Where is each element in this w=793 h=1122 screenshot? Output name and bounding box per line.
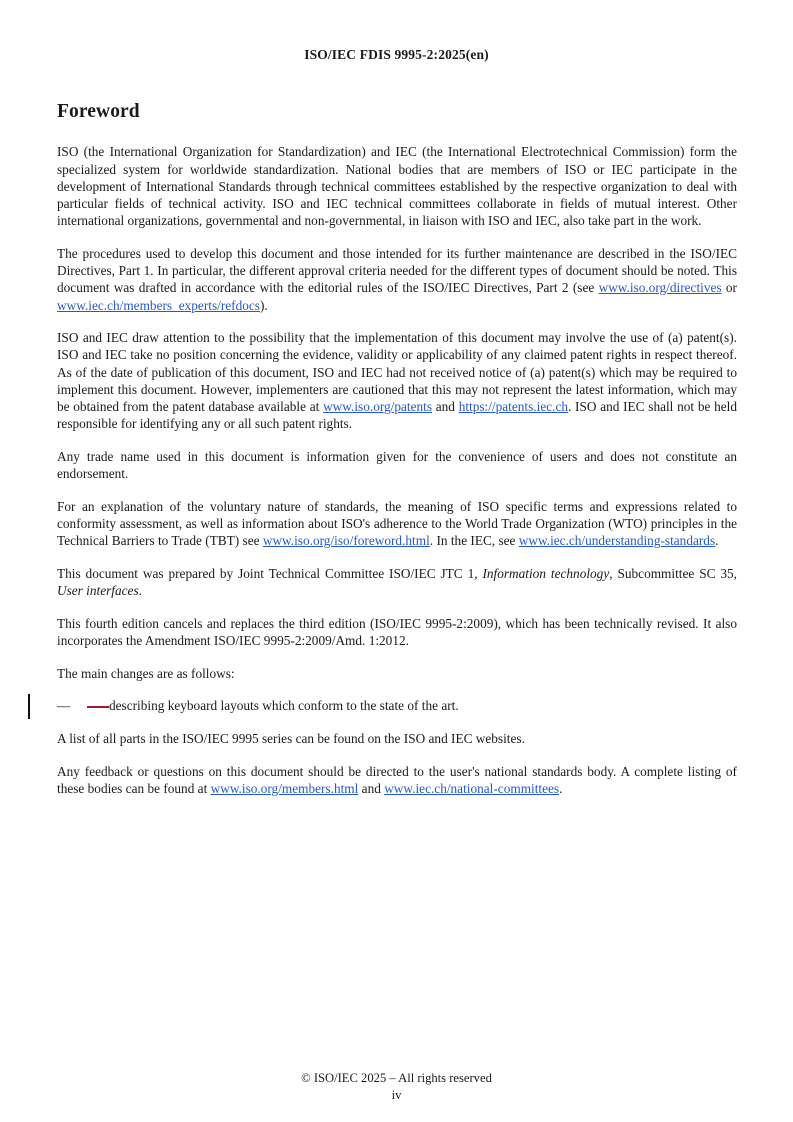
foreword-section — [57, 100, 737, 797]
paragraph-wto-tbt — [57, 498, 737, 550]
copyright-notice: © ISO/IEC 2025 – All rights reserved — [301, 1071, 492, 1085]
paragraph-patents-text-lead: ISO and IEC draw attention to the possibility that the implementation of this document may involve the use of (a) patent(s). ISO and IEC take no position concerning the evidence, validity or applicability of any claimed patent rights in respect thereof. As of the date of publication of this document, ISO and IEC had not received notice of (a) patent(s) which may be required to implement this document. However, implementers are cautioned that this may not represent the latest information, which may be obtained from the patent database available at — [57, 330, 737, 415]
paragraph-directives-text-mid: or — [721, 280, 737, 296]
subcommittee-title-user-interfaces: User interfaces — [57, 583, 139, 599]
paragraph-wto-text-tail: . — [715, 533, 719, 549]
paragraph-directives-text-tail: ). — [259, 297, 268, 313]
committee-title-information-technology: Information technology — [482, 565, 610, 581]
paragraph-directives-text-lead: The procedures used to develop this document and those intended for its further maintenance are described in the ISO/IEC Directives, Part 1. In particular, the different approval criteria needed for the different types of document should be noted. This document was drafted in accordance with the editorial rules of the ISO/IEC Directives, Part 2 (see — [57, 245, 737, 296]
paragraph-committee-text-lead: This document was prepared by Joint Technical Committee ISO/IEC JTC 1, — [57, 565, 483, 581]
paragraph-feedback-text-mid: and — [358, 781, 385, 797]
paragraph-scope-of-iso-iec: ISO (the International Organization for Standardization) and IEC (the International Electrotechnical Commission) form the specialized system for worldwide standardization. National bodies that are members of ISO or IEC participate in the development of International Standards through technical committees established by the respective organization to deal with particular fields of technical activity. ISO and IEC technical committees collaborate in fields of mutual interest. Other international organizations, governmental and non-governmental, in liaison with ISO and IEC, also take part in the work. — [57, 144, 737, 229]
paragraph-committee-text-tail: . — [138, 583, 142, 599]
list-item — [57, 697, 737, 714]
paragraph-patents — [57, 329, 737, 432]
page-number: iv — [391, 1088, 402, 1102]
paragraph-feedback — [57, 763, 737, 797]
link-iec-refdocs[interactable]: www.iec.ch/members_experts/refdocs — [57, 297, 260, 313]
running-header: ISO/IEC FDIS 9995-2:2025(en) — [304, 47, 489, 62]
paragraph-wto-text-mid: . In the IEC, see — [429, 533, 519, 549]
paragraph-patents-text-tail: . ISO and IEC shall not be held responsible for identifying any or all such patent rights. — [57, 399, 737, 432]
paragraph-trade-name: Any trade name used in this document is information given for the convenience of users and does not constitute an endorsement. — [57, 448, 737, 482]
list-item-label: describing keyboard layouts which conform to the state of the art. — [109, 698, 459, 714]
tracked-deletion-mark-icon — [87, 706, 109, 708]
paragraph-feedback-text-lead: Any feedback or questions on this document should be directed to the user's national standards body. A complete listing of these bodies can be found at — [57, 763, 737, 797]
link-iec-understanding-standards[interactable]: www.iec.ch/understanding-standards — [518, 533, 716, 549]
paragraph-directives — [57, 245, 737, 314]
link-iso-patents[interactable]: www.iso.org/patents — [323, 399, 433, 415]
paragraph-edition-history: This fourth edition cancels and replaces the third edition (ISO/IEC 9995-2:2009), which has been technically revised. It also incorporates the Amendment ISO/IEC 9995-2:2009/Amd. 1:2012. — [57, 615, 737, 649]
link-iec-patents[interactable]: https://patents.iec.ch — [458, 399, 568, 415]
paragraph-patents-text-mid: and — [432, 399, 459, 415]
link-iso-members[interactable]: www.iso.org/members.html — [210, 781, 359, 797]
link-iso-foreword[interactable]: www.iso.org/iso/foreword.html — [262, 533, 430, 549]
paragraph-committee — [57, 565, 737, 599]
paragraph-series-parts: A list of all parts in the ISO/IEC 9995 series can be found on the ISO and IEC websites. — [57, 731, 525, 747]
change-bar-marker — [28, 694, 30, 719]
paragraph-committee-text-mid: , Subcommittee SC 35, — [609, 565, 737, 581]
paragraph-feedback-text-tail: . — [559, 781, 563, 797]
paragraph-main-changes-intro: The main changes are as follows: — [57, 665, 235, 681]
paragraph-wto-text-lead: For an explanation of the voluntary nature of standards, the meaning of ISO specific terms and expressions related to conformity assessment, as well as information about ISO's adherence to the World Trade Organization (WTO) principles in the Technical Barriers to Trade (TBT) see — [57, 498, 737, 549]
page-title: Foreword — [57, 101, 140, 122]
link-iec-national-committees[interactable]: www.iec.ch/national-committees — [384, 781, 560, 797]
changes-list — [57, 697, 737, 714]
link-iso-directives[interactable]: www.iso.org/directives — [598, 280, 722, 296]
em-dash-bullet: — — [57, 698, 71, 714]
